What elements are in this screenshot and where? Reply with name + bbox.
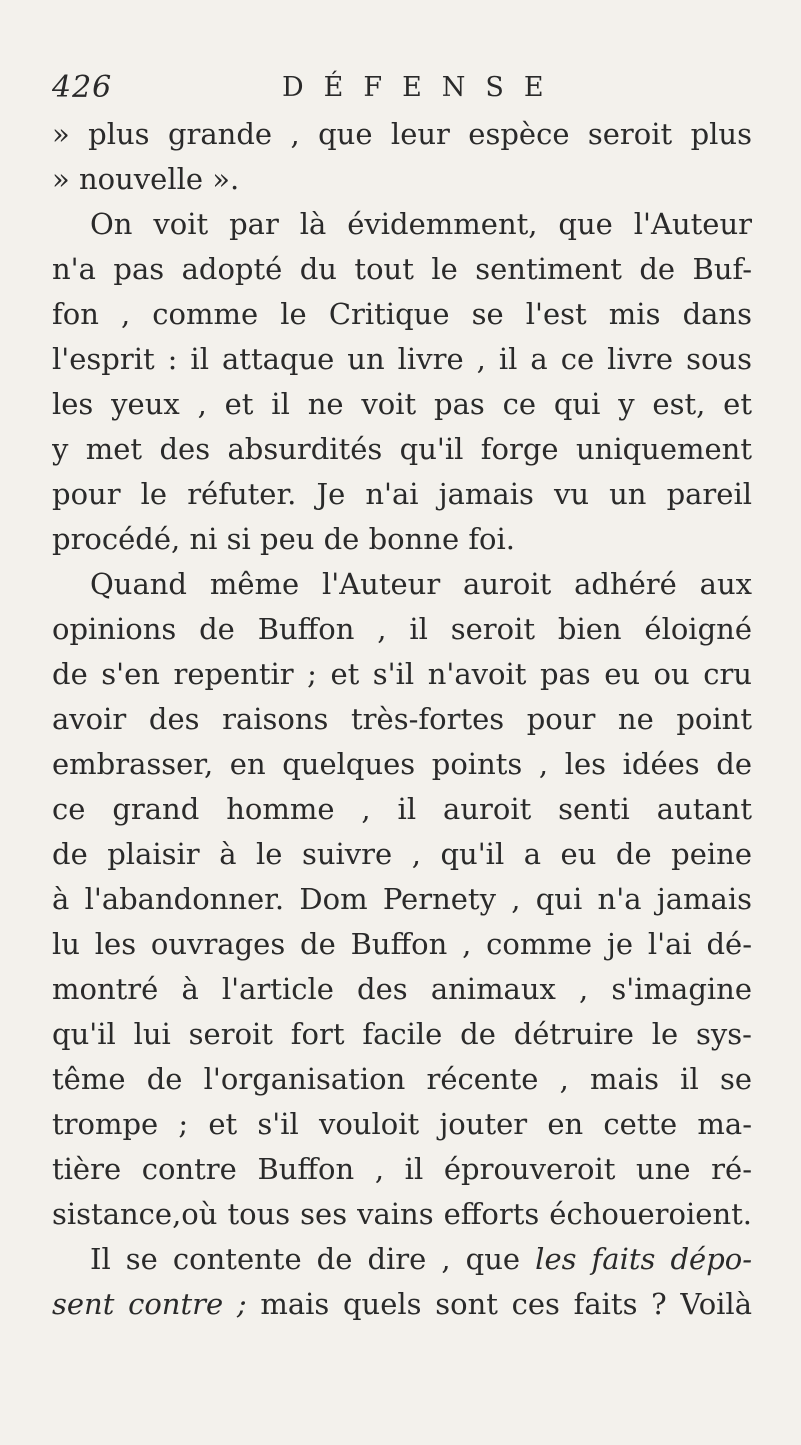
text-line: Quand même l'Auteur auroit adhéré aux: [90, 567, 752, 601]
running-title: DÉFENSE: [282, 72, 564, 103]
text-fragment: Il se contente de dire , que: [90, 1242, 521, 1276]
text-line: l'esprit : il attaque un livre , il a ce livre sous: [52, 342, 752, 376]
text-line: fon , comme le Critique se l'est mis dans: [52, 297, 752, 331]
text-line-mixed: [52, 1282, 752, 1327]
text-line: les yeux , et il ne voit pas ce qui y est, et: [52, 387, 752, 421]
text-line: embrasser, en quelques points , les idées de: [52, 747, 752, 781]
text-line: y met des absurdités qu'il forge uniquement: [52, 432, 752, 466]
text-line: trompe ; et s'il vouloit jouter en cette ma-: [52, 1107, 752, 1141]
text-line: tière contre Buffon , il éprouveroit une ré-: [52, 1152, 752, 1186]
text-line: opinions de Buffon , il seroit bien éloigné: [52, 612, 752, 646]
text-line: tême de l'organisation récente , mais il se: [52, 1062, 752, 1096]
text-line: de plaisir à le suivre , qu'il a eu de peine: [52, 837, 752, 871]
body-text: [52, 112, 752, 1327]
text-line-mixed: [52, 1237, 752, 1282]
text-line: qu'il lui seroit fort facile de détruire le sys-: [52, 1017, 752, 1051]
text-line: n'a pas adopté du tout le sentiment de Buf-: [52, 252, 752, 286]
italic-fragment: sent contre ;: [52, 1287, 247, 1321]
text-line: » nouvelle ».: [52, 162, 240, 196]
page-header: [52, 70, 752, 110]
text-line: ce grand homme , il auroit senti autant: [52, 792, 752, 826]
text-fragment: mais quels sont ces faits ? Voilà: [246, 1287, 752, 1321]
text-line: montré à l'article des animaux , s'imagine: [52, 972, 752, 1006]
text-line: avoir des raisons très-fortes pour ne point: [52, 702, 752, 736]
text-line: pour le réfuter. Je n'ai jamais vu un pareil: [52, 477, 752, 511]
text-line: On voit par là évidemment, que l'Auteur: [90, 207, 752, 241]
text-line: sistance,où tous ses vains efforts échoueroient.: [52, 1197, 752, 1231]
text-line: à l'abandonner. Dom Pernety , qui n'a jamais: [52, 882, 752, 916]
page-number: 426: [52, 70, 113, 105]
text-line: procédé, ni si peu de bonne foi.: [52, 522, 516, 556]
italic-fragment: les faits dépo-: [535, 1242, 752, 1276]
text-line: de s'en repentir ; et s'il n'avoit pas eu ou cru: [52, 657, 752, 691]
text-line: lu les ouvrages de Buffon , comme je l'ai dé-: [52, 927, 752, 961]
text-line: » plus grande , que leur espèce seroit plus: [52, 117, 752, 151]
